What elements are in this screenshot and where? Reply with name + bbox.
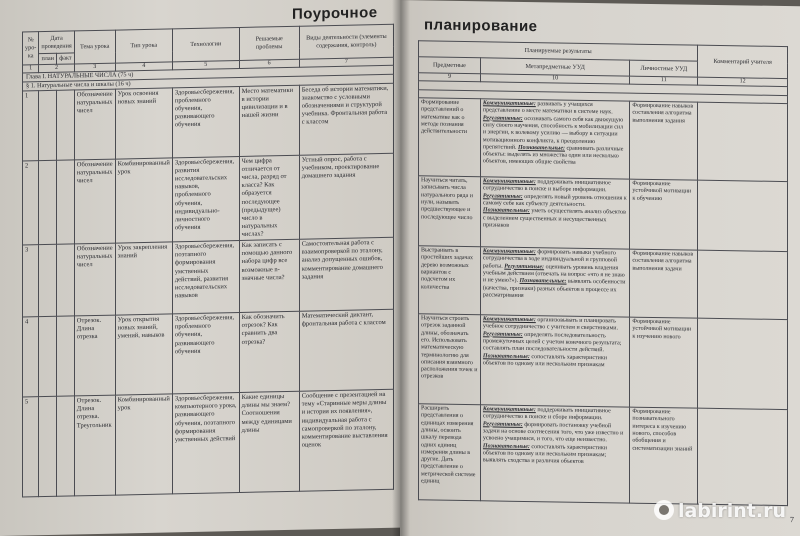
subject-result: Научиться читать, записывать числа натурального ряда и нули, называть предшествующее и последующее число [419,176,481,247]
labirint-logo-icon [654,500,674,520]
lesson-row [23,309,394,397]
lesson-activity: Самостоятельная работа с взаимопроверкой по эталону, анализ допущенных ошибок, комментирование домашнего задания [299,237,393,311]
lesson-number: 5 [23,397,39,497]
column-number: 1 [23,64,39,73]
cognitive-label: Познавательные: [518,144,565,152]
lesson-technologies: Здоровьесбережения, развития исследовательских навыков, проблемного обучения, индивидуально-личностного обучения [172,156,239,242]
date-plan-cell [39,160,57,245]
column-number: 2 [39,64,74,73]
communicative-label: Коммуникативные: [482,406,536,414]
header-date: Дата проведения [39,31,74,54]
subject-result: Формирование представлений о математике как о методе познания действительности [419,98,481,177]
watermark-text: labirint.ru [677,500,786,522]
lesson-row [23,389,394,497]
lesson-activity: Беседа об истории математики, знакомство с условными обозначениями и структурой учебника. Фронтальная работа с классом [299,83,393,155]
cognitive-label: Познавательные: [482,207,530,215]
watermark [654,500,786,522]
lesson-type: Урок закрепления знаний [115,242,172,315]
regulative-label: Регулятивные: [504,263,545,270]
regulative-text: осознавать самого себя как движущую силу своего научения, способность к мобилизации сил и энергии, к волевому усилию — выбору в ситуации мотивационного конфликта, к преодолению препятствий. [482,115,624,151]
subject-result: Научиться строить отрезок заданной длины, обозначать его. Использовать математическую терминологию для описания взаимного расположения точек и отрезков [419,314,481,405]
lesson-technologies: Здоровьесбережения, поэтапного формирования умственных действий, развития исследовательских навыков [172,241,239,314]
lesson-type: Урок освоения новых знаний [115,88,172,159]
lesson-problem: Какие единицы длины мы знаем? Соотношения между единицами длины [239,391,299,492]
communicative-label: Коммуникативные: [482,316,536,324]
regulative-text: определять последовательность промежуточных целей с учетом конечного результата; составлять план последовательности действий. [482,331,622,354]
lesson-activity: Сообщение с презентацией на тему «Старинные меры длины и история их появления», индивидуальная работа с самопроверкой по эталону, комментирование выставления оценок [299,389,393,491]
left-page-title: Поурочное [292,4,378,23]
regulative-text: оценивать уровень владения учебным действием (отвечать на вопрос «что я не знаю и не умею?»). [482,263,625,285]
cognitive-text: уметь осуществлять анализ объектов с выделением существенных и несущественных признаков [482,208,627,229]
book-spine-shadow [392,0,410,536]
results-row [419,176,788,252]
personal-result: Формирование навыков составления алгоритма выполнения задачи [630,249,698,318]
lesson-row [23,153,394,245]
lesson-type: Комбинированный урок [115,394,172,495]
regulative-label: Регулятивные: [482,330,523,338]
teacher-comment-cell [698,250,788,319]
lesson-problem: Как записать с помощью данного набора цифр все возможные n-значные числа? [239,239,299,312]
date-fact-cell [57,160,75,245]
lesson-activity: Математический диктант, фронтальная работа с классом [299,309,393,391]
cognitive-label: Познавательные: [519,278,567,285]
column-number: 3 [74,63,115,72]
personal-result: Формирование навыков составления алгоритма выполнения задания [630,101,698,180]
header-lesson-topic: Тема урока [74,30,115,64]
cognitive-label: Познавательные: [482,352,530,360]
left-lesson-table [22,24,394,498]
page-number: 7 [790,515,794,525]
personal-result: Формирование устойчивой мотивации к обучению [630,179,698,250]
lesson-type: Урок открытия новых знаний, умений, навыков [115,314,172,395]
personal-result: Формирование устойчивой мотивации к изучению нового [630,317,698,408]
lesson-technologies: Здоровьесбережения, компьютерного урока, развивающего обучения, поэтапного формирования умственных действий [172,393,239,494]
lesson-topic: Обозначение натуральных чисел [74,89,115,160]
lesson-topic: Отрезок. Длина отрезка. Треугольник [74,395,115,496]
date-plan-cell [39,317,57,397]
lesson-number: 4 [23,317,39,397]
column-number: 12 [698,77,788,87]
communicative-text: поддерживать инициативное сотрудничество в поиске и выборе информации. [482,179,611,194]
results-row [419,98,788,182]
column-number: 9 [419,73,481,82]
date-plan-cell [39,245,57,317]
lesson-row [23,83,394,161]
results-row [419,246,788,320]
cognitive-text: сравнивать различные объекты: выделять из множества один или несколько объектов, имеющих общие свойства [482,145,624,167]
column-number: 10 [480,74,629,85]
communicative-text: развивать у учащихся представление о месте математики в системе наук. [482,101,613,116]
lesson-topic: Обозначение натуральных чисел [74,159,115,244]
date-plan-cell [39,90,57,160]
communicative-text: поддерживать инициативное сотрудничество в поиске и сборе информации. [482,407,611,422]
chapter-title: Глава I. НАТУРАЛЬНЫЕ ЧИСЛА (75 ч) [23,66,394,83]
lesson-number: 2 [23,161,39,246]
right-results-table [418,40,788,506]
right-page [400,0,800,536]
lesson-problem: Как обозначить отрезок? Как сравнить два отрезка? [239,311,299,392]
paragraph-title: § 1. Натуральные числа и шкалы (16 ч) [23,74,394,91]
lesson-type: Комбинированный урок [115,158,172,243]
date-fact-cell [57,244,75,316]
meta-result [480,177,629,249]
header-activities: Виды деятельности (элементы содержания, контроль) [299,24,393,59]
subject-result: Расширить представления о единицах измерения длины, освоить шкалу перевода одних единиц измерения длины в другие. Дать представление о метрической системе единиц [419,404,481,501]
communicative-label: Коммуникативные: [482,248,536,256]
header-personal-results: Личностные УУД [630,60,698,77]
lesson-topic: Обозначение натуральных чисел [74,243,115,316]
meta-result [480,315,629,407]
header-date-plan: план [39,53,57,64]
regulative-label: Регулятивные: [482,420,523,428]
date-plan-cell [39,397,57,497]
cognitive-text: сопоставлять характеристики объектов по одному или нескольким признакам; выявлять сходства и различия объектов [482,443,608,466]
header-lesson-type: Тип урока [115,29,172,63]
column-number: 11 [630,76,698,85]
header-date-fact: факт [57,53,75,64]
lesson-activity: Устный опрос, работа с учебником, проектирование домашнего задания [299,153,393,239]
lesson-number: 1 [23,91,39,161]
lesson-row [23,237,394,317]
header-lesson-number: № уро-ка [23,32,39,65]
column-number: 5 [172,60,239,70]
lesson-technologies: Здоровьесбережения, проблемного обучения, развивающего обучения [172,313,239,394]
personal-result: Формирование познавательного интереса к изучению нового, способов обобщения и систематизации знаний [630,407,698,504]
header-problems: Решаемые проблемы [239,26,299,60]
header-technologies: Технологии [172,27,239,61]
meta-result [480,247,629,317]
results-row [419,314,788,410]
teacher-comment-cell [698,408,788,505]
cognitive-text: сопоставлять характеристики объектов по одному или нескольким признакам [482,353,608,369]
meta-result [480,99,629,179]
lesson-problem: Место математики в истории цивилизации и в нашей жизни [239,85,299,156]
header-subject-results: Предметные [419,57,481,74]
lesson-topic: Отрезок. Длина отрезка [74,315,115,396]
communicative-text: формировать навыки учебного сотрудничества в ходе индивидуальной и групповой работы. [482,249,617,270]
cognitive-text: выявлять особенности (качества, признаки) разных объектов в процессе их рассматривания [482,278,626,299]
regulative-label: Регулятивные: [482,192,523,200]
teacher-comment-cell [698,318,788,409]
teacher-comment-cell [698,180,788,251]
regulative-text: определять новый уровень отношения к самому себе как субъекту деятельности. [482,193,627,208]
regulative-label: Регулятивные: [482,114,523,122]
regulative-text: формировать постановку учебной задачи на основе соотнесения того, что уже известно и усвоено учащимися, и того, что еще неизвестно. [482,421,624,444]
date-fact-cell [57,316,75,396]
subject-result: Выстраивать в простейших задачах дерево возможных вариантов с подсчетом их количества [419,246,481,315]
teacher-comment-cell [698,102,788,181]
date-fact-cell [57,90,75,160]
communicative-text: организовывать и планировать учебное сотрудничество с учителем и сверстниками. [482,317,618,332]
date-fact-cell [57,396,75,496]
lesson-technologies: Здоровьесбережения, проблемного обучения, развивающего обучения [172,86,239,157]
lesson-problem: Чем цифра отличается от числа, разряд от класса? Как образуется последующее (предыдущее) число в натуральных числах? [239,155,299,241]
communicative-label: Коммуникативные: [482,100,536,108]
cognitive-label: Познавательные: [482,442,530,450]
column-number: 6 [239,59,299,69]
header-meta-results: Метапредметные УУД [480,58,629,76]
communicative-label: Коммуникативные: [482,178,536,186]
column-number: 7 [299,57,393,67]
column-number: 4 [115,62,172,72]
results-row [419,404,788,506]
right-page-title: планирование [424,16,538,36]
header-teacher-comment: Комментарий учителя [698,45,788,78]
lesson-number: 3 [23,245,39,317]
header-planned-results: Планируемые результаты [419,41,698,61]
meta-result [480,405,629,503]
